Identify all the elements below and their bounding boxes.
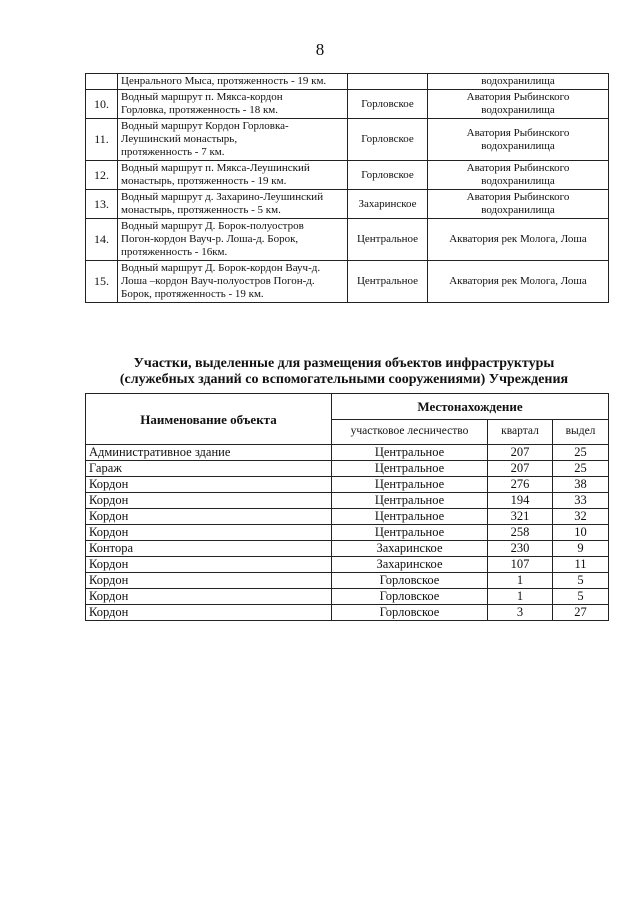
route-location-line: Аватория Рыбинского xyxy=(466,126,570,139)
section-cell: 11 xyxy=(553,557,609,573)
infrastructure-row xyxy=(86,445,609,461)
route-description-line: монастырь, протяженность - 19 км. xyxy=(121,175,287,187)
route-description-line: Водный маршрут Д. Борок-полуостров xyxy=(121,220,304,232)
quarter-cell: 1 xyxy=(488,589,553,605)
page-number: 8 xyxy=(315,40,325,59)
object-name-cell: Кордон xyxy=(86,525,332,541)
forestry-cell: Центральное xyxy=(332,509,488,525)
forestry-cell: Горловское xyxy=(332,589,488,605)
route-location-line: Акватория рек Молога, Лоша xyxy=(449,275,587,287)
route-description-line: Водный маршрут п. Мякса-Леушинский xyxy=(121,162,310,174)
route-description-line: Водный маршрут Кордон Горловка- xyxy=(121,120,289,132)
route-number xyxy=(86,74,118,90)
route-description-line: Лоша –кордон Вауч-полуостров Погон-д. xyxy=(121,275,315,287)
route-location xyxy=(428,119,609,161)
section-title-line-1: Участки, выделенные для размещения объектов инфраструктуры xyxy=(133,356,555,371)
section-cell: 27 xyxy=(553,605,609,621)
route-location-line: Аватория Рыбинского xyxy=(466,162,570,174)
route-location xyxy=(428,219,609,261)
object-name-cell: Кордон xyxy=(86,573,332,589)
route-location xyxy=(428,161,609,190)
route-description-line: Борок, протяженность - 19 км. xyxy=(121,288,264,300)
header-quarter: квартал xyxy=(488,419,553,445)
quarter-cell: 207 xyxy=(488,461,553,477)
route-row xyxy=(86,261,609,303)
header-forestry: участковое лесничество xyxy=(332,419,488,445)
quarter-cell: 107 xyxy=(488,557,553,573)
route-description-line: Ценрального Мыса, протяженность - 19 км. xyxy=(121,75,327,87)
object-name-cell: Кордон xyxy=(86,477,332,493)
route-location-line: Акватория рек Молога, Лоша xyxy=(449,233,587,245)
infrastructure-row xyxy=(86,589,609,605)
route-location-line: водохранилища xyxy=(481,104,555,116)
route-number: 11. xyxy=(86,119,118,161)
object-name-cell: Кордон xyxy=(86,589,332,605)
route-location xyxy=(428,74,609,90)
object-name-cell: Кордон xyxy=(86,509,332,525)
route-row xyxy=(86,74,609,90)
quarter-cell: 3 xyxy=(488,605,553,621)
section-cell: 33 xyxy=(553,493,609,509)
object-name-cell: Кордон xyxy=(86,605,332,621)
route-description-line: Водный маршрут Д. Борок-кордон Вауч-д. xyxy=(121,262,321,274)
route-description-line: Горловка, протяженность - 18 км. xyxy=(121,104,279,116)
quarter-cell: 276 xyxy=(488,477,553,493)
infrastructure-table-header xyxy=(86,394,609,445)
route-location-line: Аватория Рыбинского xyxy=(466,191,570,203)
object-name-cell: Кордон xyxy=(86,557,332,573)
route-row xyxy=(86,219,609,261)
quarter-cell: 1 xyxy=(488,573,553,589)
infrastructure-table-body xyxy=(86,445,609,621)
route-description xyxy=(118,90,348,119)
quarter-cell: 321 xyxy=(488,509,553,525)
routes-table-body xyxy=(86,74,609,303)
forestry-cell: Центральное xyxy=(332,461,488,477)
section-cell: 5 xyxy=(553,589,609,605)
route-number: 10. xyxy=(86,90,118,119)
route-forestry xyxy=(348,74,428,90)
route-description-line: Водный маршрут д. Захарино-Леушинский xyxy=(121,191,324,203)
section-title xyxy=(60,356,628,388)
route-description xyxy=(118,161,348,190)
route-row xyxy=(86,190,609,219)
header-row-1 xyxy=(86,394,609,420)
infrastructure-row xyxy=(86,605,609,621)
infrastructure-row xyxy=(86,573,609,589)
forestry-cell: Центральное xyxy=(332,525,488,541)
section-cell: 32 xyxy=(553,509,609,525)
route-description-line: Погон-кордон Вауч-р. Лоша-д. Борок, xyxy=(121,233,299,245)
forestry-cell: Центральное xyxy=(332,477,488,493)
quarter-cell: 230 xyxy=(488,541,553,557)
section-title-line-2: (служебных зданий со вспомогательными сооружениями) Учреждения xyxy=(119,372,569,387)
route-description xyxy=(118,74,348,90)
section-cell: 10 xyxy=(553,525,609,541)
infrastructure-row xyxy=(86,525,609,541)
route-description-line: Водный маршрут п. Мякса-кордон xyxy=(121,91,283,103)
route-forestry: Горловское xyxy=(348,119,428,161)
forestry-cell: Центральное xyxy=(332,445,488,461)
route-description-line: Леушинский монастырь, xyxy=(121,133,238,145)
object-name-cell: Контора xyxy=(86,541,332,557)
forestry-cell: Захаринское xyxy=(332,557,488,573)
routes-table xyxy=(85,73,609,303)
object-name-cell: Административное здание xyxy=(86,445,332,461)
quarter-cell: 207 xyxy=(488,445,553,461)
route-forestry: Центральное xyxy=(348,261,428,303)
route-description-line: протяженность - 7 км. xyxy=(121,146,225,158)
forestry-cell: Центральное xyxy=(332,493,488,509)
route-number: 12. xyxy=(86,161,118,190)
infrastructure-row xyxy=(86,493,609,509)
route-location-line: Аватория Рыбинского xyxy=(466,91,570,103)
route-description xyxy=(118,219,348,261)
forestry-cell: Горловское xyxy=(332,605,488,621)
route-description-line: монастырь, протяженность - 5 км. xyxy=(121,204,281,216)
header-section: выдел xyxy=(553,419,609,445)
route-number: 14. xyxy=(86,219,118,261)
section-cell: 38 xyxy=(553,477,609,493)
section-cell: 5 xyxy=(553,573,609,589)
section-cell: 9 xyxy=(553,541,609,557)
route-location-line: водохранилища xyxy=(481,204,555,216)
route-forestry: Центральное xyxy=(348,219,428,261)
infrastructure-row xyxy=(86,477,609,493)
route-forestry: Горловское xyxy=(348,90,428,119)
section-cell: 25 xyxy=(553,461,609,477)
route-location xyxy=(428,190,609,219)
forestry-cell: Горловское xyxy=(332,573,488,589)
route-row xyxy=(86,90,609,119)
route-description-line: протяженность - 16км. xyxy=(121,246,228,258)
route-location xyxy=(428,261,609,303)
route-row xyxy=(86,119,609,161)
quarter-cell: 258 xyxy=(488,525,553,541)
object-name-cell: Гараж xyxy=(86,461,332,477)
infrastructure-row xyxy=(86,557,609,573)
route-number: 13. xyxy=(86,190,118,219)
section-cell: 25 xyxy=(553,445,609,461)
route-description xyxy=(118,261,348,303)
route-location-line: водохранилища xyxy=(481,175,555,187)
infrastructure-table xyxy=(85,393,609,621)
route-row xyxy=(86,161,609,190)
infrastructure-row xyxy=(86,461,609,477)
route-forestry: Горловское xyxy=(348,161,428,190)
header-location: Местонахождение xyxy=(332,394,609,420)
infrastructure-row xyxy=(86,509,609,525)
route-location-line: водохранилища xyxy=(481,139,555,152)
header-object-name: Наименование объекта xyxy=(86,394,332,445)
route-location-line: водохранилища xyxy=(481,75,555,87)
route-number: 15. xyxy=(86,261,118,303)
object-name-cell: Кордон xyxy=(86,493,332,509)
route-description xyxy=(118,190,348,219)
route-forestry: Захаринское xyxy=(348,190,428,219)
quarter-cell: 194 xyxy=(488,493,553,509)
route-location xyxy=(428,90,609,119)
route-description xyxy=(118,119,348,161)
forestry-cell: Захаринское xyxy=(332,541,488,557)
infrastructure-row xyxy=(86,541,609,557)
